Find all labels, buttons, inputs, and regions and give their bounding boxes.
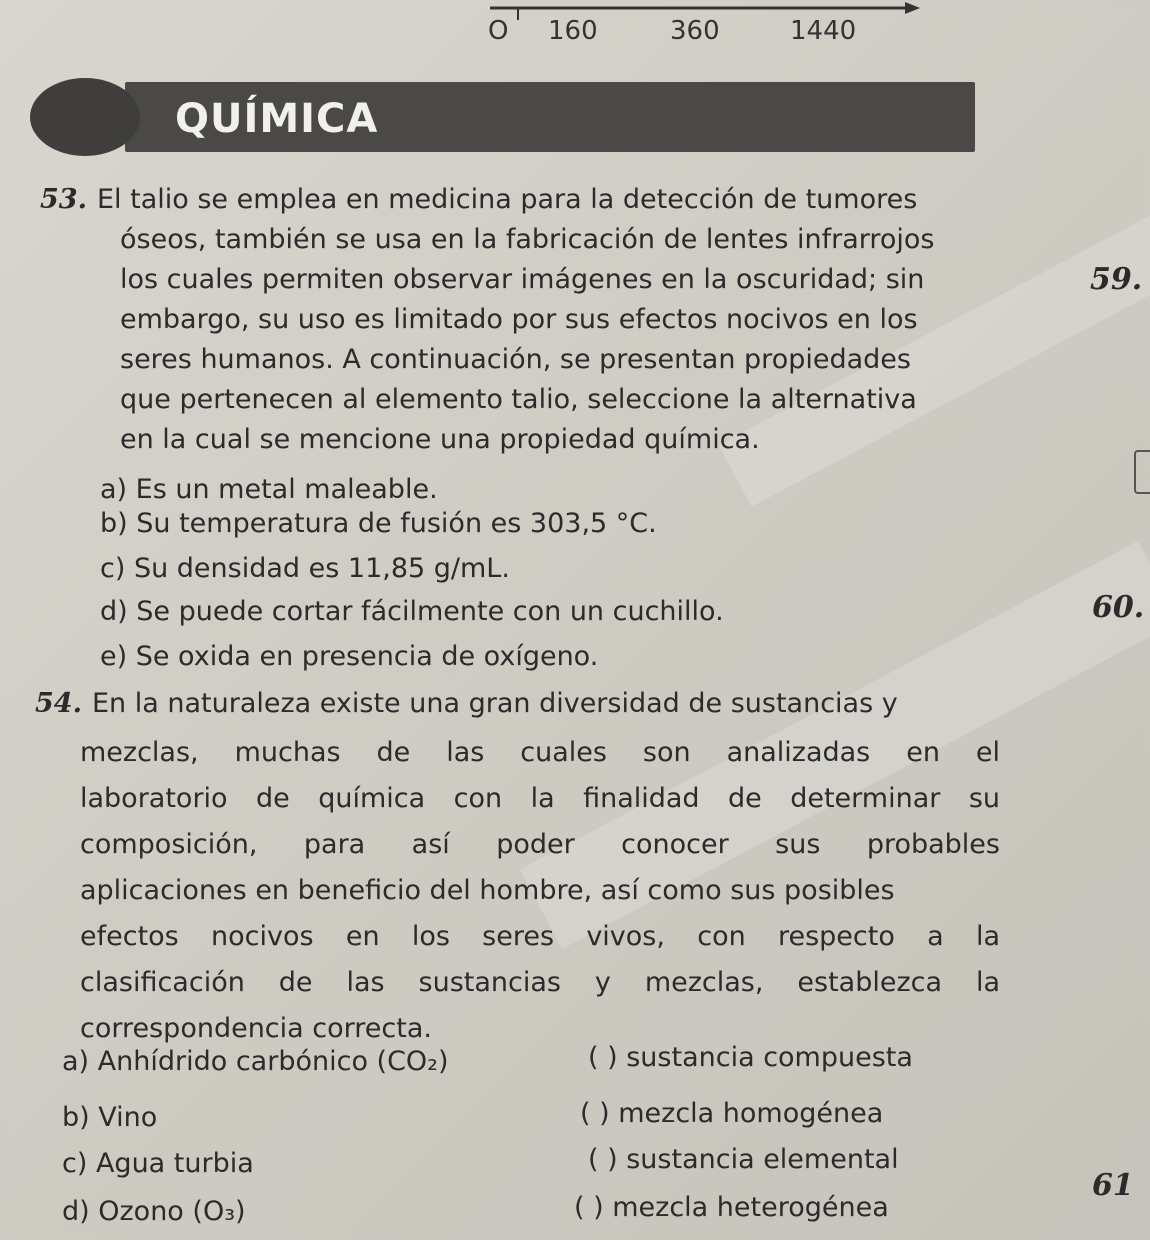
question-54 xyxy=(35,684,1005,724)
match-left-a: a) Anhídrido carbónico (CO₂) xyxy=(62,1046,449,1077)
question-53-line: embargo, su uso es limitado por sus efectos nocivos en los xyxy=(120,304,918,335)
match-left-d: d) Ozono (O₃) xyxy=(62,1196,246,1227)
side-question-number-61: 61 xyxy=(1092,1168,1134,1203)
question-54-line: mezclas, muchas de las cuales son analizadas en el xyxy=(80,737,1000,768)
match-right-1[interactable]: ( ) sustancia compuesta xyxy=(588,1042,913,1073)
question-54-line: clasificación de las sustancias y mezclas, establezca la xyxy=(80,967,1000,998)
option-53-a[interactable]: a) Es un metal maleable. xyxy=(100,474,438,505)
question-53-line: que pertenecen al elemento talio, seleccione la alternativa xyxy=(120,384,917,415)
match-right-3[interactable]: ( ) sustancia elemental xyxy=(588,1144,899,1175)
section-title: QUÍMICA xyxy=(175,96,379,142)
question-53-body xyxy=(120,220,1000,460)
question-53-line: seres humanos. A continuación, se presentan propiedades xyxy=(120,344,911,375)
question-53 xyxy=(40,180,1000,220)
side-question-number-60: 60. xyxy=(1092,590,1145,625)
option-53-e[interactable]: e) Se oxida en presencia de oxígeno. xyxy=(100,641,599,672)
match-left-c: c) Agua turbia xyxy=(62,1148,254,1179)
question-54-line: laboratorio de química con la finalidad de determinar su xyxy=(80,783,1000,814)
option-53-b[interactable]: b) Su temperatura de fusión es 303,5 °C. xyxy=(100,508,657,539)
question-54-line: 54. En la naturaleza existe una gran diversidad de sustancias y xyxy=(35,688,898,719)
match-right-2[interactable]: ( ) mezcla homogénea xyxy=(580,1098,884,1129)
question-54-line: correspondencia correcta. xyxy=(80,1013,432,1044)
question-54-line: aplicaciones en beneficio del hombre, así como sus posibles xyxy=(80,875,895,906)
axis-label-160: 160 xyxy=(548,16,598,46)
option-53-c[interactable]: c) Su densidad es 11,85 g/mL. xyxy=(100,553,510,584)
banner-circle xyxy=(30,78,140,156)
question-53-line: en la cual se mencione una propiedad química. xyxy=(120,424,760,455)
side-question-number-59: 59. xyxy=(1090,262,1143,297)
section-banner xyxy=(30,82,975,162)
axis-label-1440: 1440 xyxy=(790,16,857,46)
side-bracket-fragment xyxy=(1134,450,1150,494)
question-54-body xyxy=(80,730,1000,1052)
question-number: 54. xyxy=(35,688,82,719)
match-right-4[interactable]: ( ) mezcla heterogénea xyxy=(574,1192,889,1223)
question-53-line: 53. El talio se emplea en medicina para la detección de tumores xyxy=(40,184,918,215)
axis-label-360: 360 xyxy=(670,16,720,46)
question-53-line: óseos, también se usa en la fabricación de lentes infrarrojos xyxy=(120,224,935,255)
match-left-b: b) Vino xyxy=(62,1102,158,1133)
question-54-line: composición, para así poder conocer sus probables xyxy=(80,829,1000,860)
question-53-line: los cuales permiten observar imágenes en la oscuridad; sin xyxy=(120,264,925,295)
option-53-d[interactable]: d) Se puede cortar fácilmente con un cuchillo. xyxy=(100,596,724,627)
axis-label-origin: O xyxy=(488,16,509,46)
question-number: 53. xyxy=(40,184,87,215)
question-54-line: efectos nocivos en los seres vivos, con respecto a la xyxy=(80,921,1000,952)
